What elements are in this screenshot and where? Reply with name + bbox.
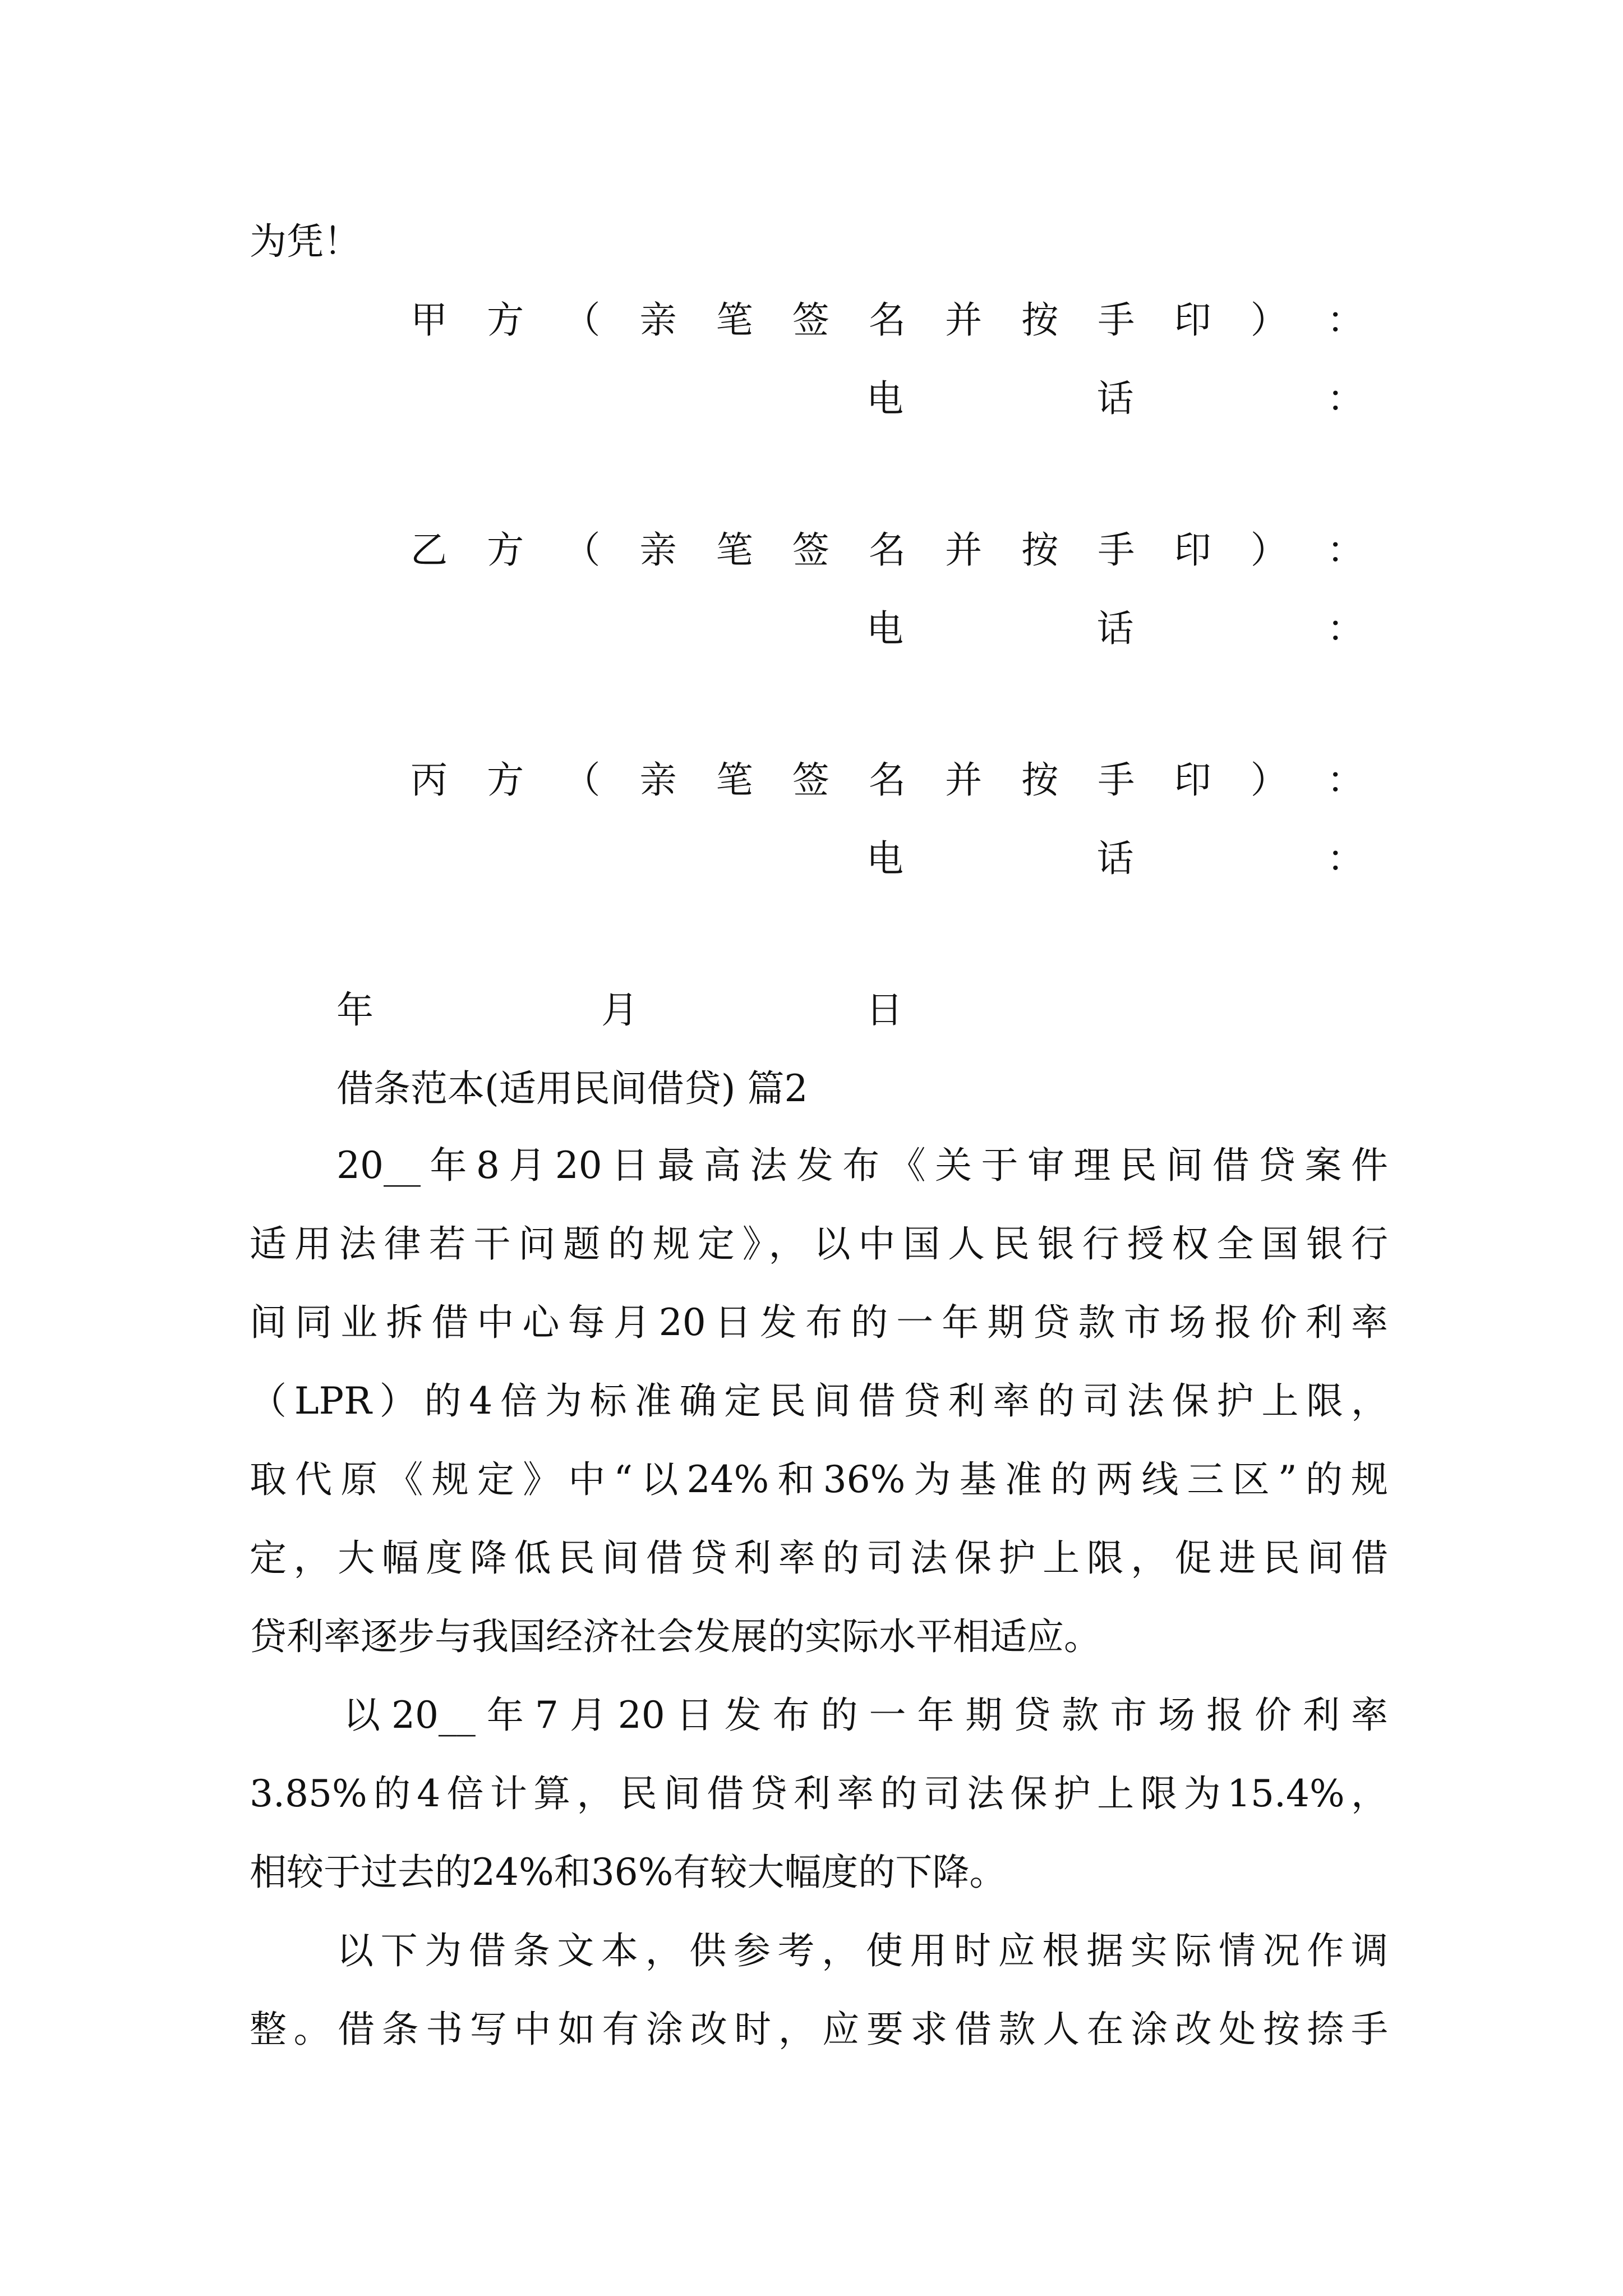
char: 亲 xyxy=(639,298,677,342)
char: 丙 xyxy=(411,758,448,802)
char: 话 xyxy=(1096,837,1134,880)
char: 按 xyxy=(1021,758,1059,802)
paragraph-1-line-7: 贷利率逐步与我国经济社会发展的实际水平相适应。 xyxy=(250,1615,1101,1658)
paragraph-2-line-1: 以20__年7月20日发布的一年期贷款市场报价利率 xyxy=(343,1694,1388,1737)
char: 名 xyxy=(868,528,906,572)
char: 手 xyxy=(1098,528,1135,572)
char: 甲 xyxy=(411,298,448,342)
char: （ xyxy=(563,758,601,802)
party-c-signature-line xyxy=(411,758,1364,802)
char: （ xyxy=(563,298,601,342)
char: 并 xyxy=(945,298,983,342)
char: 手 xyxy=(1098,298,1135,342)
char: 电 xyxy=(866,607,903,650)
char: ： xyxy=(1326,758,1364,802)
char: 签 xyxy=(792,758,829,802)
date-line xyxy=(336,988,903,1032)
party-b-phone-line xyxy=(866,607,1364,650)
char: 电 xyxy=(866,837,903,880)
party-c-phone-line xyxy=(866,837,1364,880)
char: 印 xyxy=(1174,528,1211,572)
char: 并 xyxy=(945,758,983,802)
char: ： xyxy=(1326,528,1364,572)
char: 按 xyxy=(1021,298,1059,342)
char: 方 xyxy=(487,758,524,802)
char: 笔 xyxy=(716,758,753,802)
month-label: 月 xyxy=(601,988,638,1032)
char: 亲 xyxy=(639,758,677,802)
char: 笔 xyxy=(716,528,753,572)
char: 方 xyxy=(487,528,524,572)
year-label: 年 xyxy=(336,988,374,1032)
char: ： xyxy=(1327,377,1364,420)
char: 并 xyxy=(945,528,983,572)
char: 手 xyxy=(1098,758,1135,802)
party-a-phone-line xyxy=(866,377,1364,420)
char: 签 xyxy=(792,528,829,572)
char: （ xyxy=(563,528,601,572)
top-line: 为凭！ xyxy=(250,220,361,263)
char: 电 xyxy=(866,377,903,420)
party-b-signature-line xyxy=(411,528,1364,572)
char: ： xyxy=(1327,837,1364,880)
paragraph-1-line-5: 取代原《规定》中“以24%和36%为基准的两线三区”的规 xyxy=(250,1458,1388,1501)
char: ： xyxy=(1326,298,1364,342)
paragraph-1-line-4: （LPR）的4倍为标准确定民间借贷利率的司法保护上限， xyxy=(250,1379,1388,1423)
char: 方 xyxy=(487,298,524,342)
paragraph-3-line-2: 整。借条书写中如有涂改时，应要求借款人在涂改处按捺手 xyxy=(250,2008,1388,2051)
day-label: 日 xyxy=(866,988,903,1032)
paragraph-1-line-2: 适用法律若干问题的规定》，以中国人民银行授权全国银行 xyxy=(250,1222,1388,1266)
char: 亲 xyxy=(639,528,677,572)
paragraph-2-line-2: 3.85%的4倍计算，民间借贷利率的司法保护上限为15.4%， xyxy=(250,1772,1388,1815)
paragraph-1-line-6: 定，大幅度降低民间借贷利率的司法保护上限，促进民间借 xyxy=(250,1536,1388,1580)
char: ： xyxy=(1327,607,1364,650)
char: ） xyxy=(1250,528,1288,572)
paragraph-1-line-1: 20__年8月20日最高法发布《关于审理民间借贷案件 xyxy=(336,1144,1388,1187)
char: 名 xyxy=(868,298,906,342)
party-a-signature-line xyxy=(411,298,1364,342)
char: 签 xyxy=(792,298,829,342)
char: 话 xyxy=(1096,377,1134,420)
paragraph-2-line-3: 相较于过去的24%和36%有较大幅度的下降。 xyxy=(250,1851,1007,1894)
section-title: 借条范本(适用民间借贷) 篇2 xyxy=(336,1067,808,1110)
char: 乙 xyxy=(411,528,448,572)
paragraph-1-line-3: 间同业拆借中心每月20日发布的一年期贷款市场报价利率 xyxy=(250,1301,1388,1344)
char: 笔 xyxy=(716,298,753,342)
char: 名 xyxy=(868,758,906,802)
char: 按 xyxy=(1021,528,1059,572)
char: 印 xyxy=(1174,298,1211,342)
char: 印 xyxy=(1174,758,1211,802)
char: ） xyxy=(1250,758,1288,802)
paragraph-3-line-1: 以下为借条文本，供参考，使用时应根据实际情况作调 xyxy=(336,1929,1388,1972)
char: 话 xyxy=(1096,607,1134,650)
char: ） xyxy=(1250,298,1288,342)
